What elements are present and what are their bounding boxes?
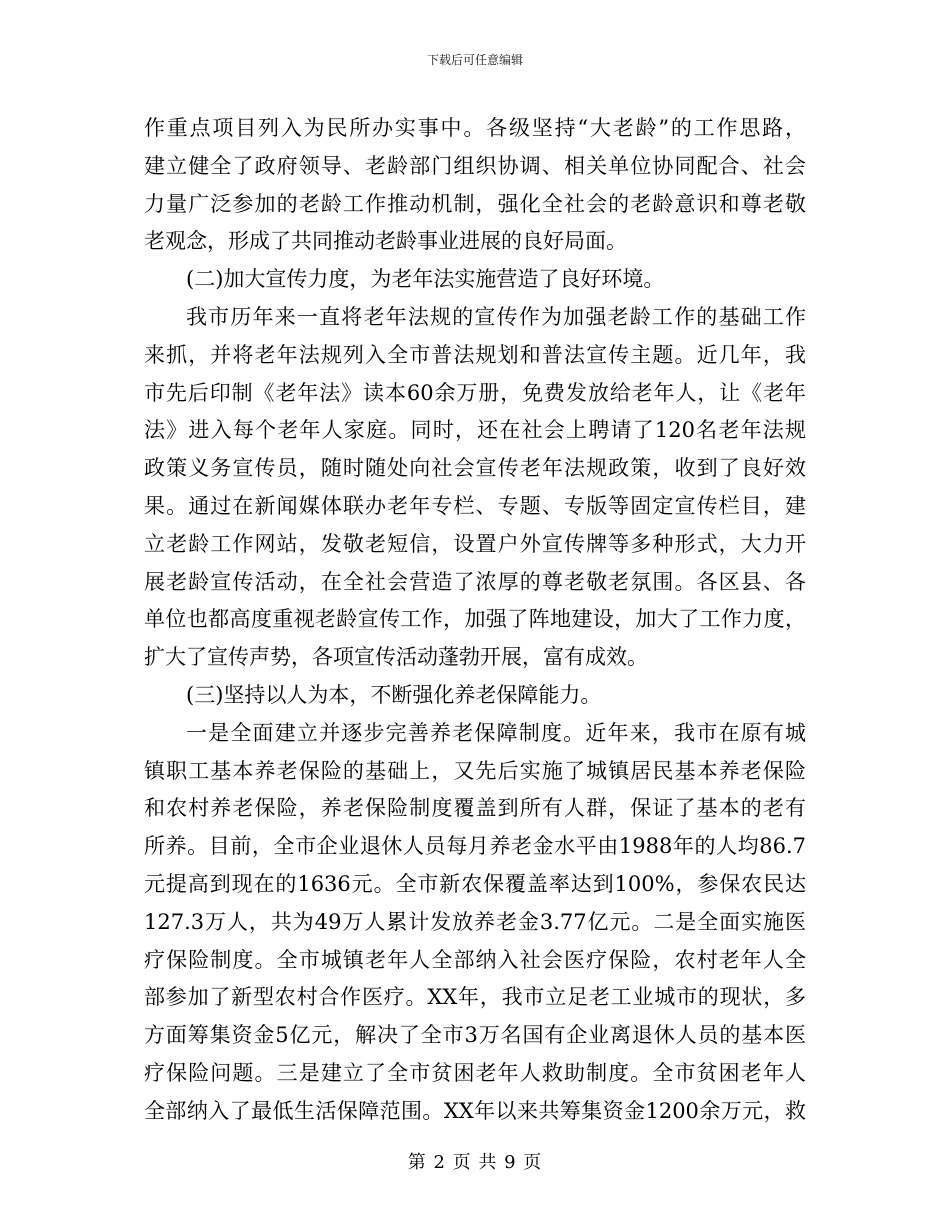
text-line: 方面筹集资金5亿元，解决了全市3万名国有企业离退休人员的基本医 [144,1023,806,1048]
body-text [144,110,806,1131]
text-line: 127.3万人，共为49万人累计发放养老金3.77亿元。二是全面实施医 [144,909,806,934]
text-line: 和农村养老保险，养老保险制度覆盖到所有人群，保证了基本的老有 [144,796,806,821]
text-line: 扩大了宣传声势，各项宣传活动蓬勃开展，富有成效。 [144,645,648,670]
text-line: 作重点项目列入为民所办实事中。各级坚持“大老龄”的工作思路， [144,116,806,140]
text-line: 疗保险制度。全市城镇老年人全部纳入社会医疗保险，农村老年人全 [144,947,806,972]
text-line: 力量广泛参加的老龄工作推动机制，强化全社会的老龄意识和尊老敬 [144,191,806,216]
text-line: 全部纳入了最低生活保障范围。XX年以来共筹集资金1200余万元，救 [144,1098,806,1123]
page-footer: 第 2 页 共 9 页 [407,1152,543,1173]
text-line: 单位也都高度重视老龄宣传工作，加强了阵地建设，加大了工作力度， [144,607,806,632]
text-line: 果。通过在新闻媒体联办老年专栏、专题、专版等固定宣传栏目，建 [144,493,806,518]
text-line: 部参加了新型农村合作医疗。XX年，我市立足老工业城市的现状，多 [144,985,806,1010]
text-line: 市先后印制《老年法》读本60余万册，免费发放给老年人，让《老年 [144,380,806,405]
text-line: 老观念，形成了共同推动老龄事业进展的良好局面。 [144,229,627,254]
text-line: 展老龄宣传活动，在全社会营造了浓厚的尊老敬老氛围。各区县、各 [144,569,806,594]
text-line: 镇职工基本养老保险的基础上，又先后实施了城镇居民基本养老保险 [144,758,806,783]
section-heading: (二)加大宣传力度，为老年法实施营造了良好环境。 [186,267,665,292]
text-line: 立老龄工作网站，发敬老短信，设置户外宣传牌等多种形式，大力开 [144,531,806,556]
text-line: 所养。目前，全市企业退休人员每月养老金水平由1988年的人均86.7 [144,834,806,859]
text-line: 疗保险问题。三是建立了全市贫困老年人救助制度。全市贫困老年人 [144,1060,806,1085]
text-line: 我市历年来一直将老年法规的宣传作为加强老龄工作的基础工作 [186,304,806,329]
page-header: 下载后可任意编辑 [426,53,523,67]
text-line: 政策义务宣传员，随时随处向社会宣传老年法规政策，收到了良好效 [144,456,806,481]
section-heading: (三)坚持以人为本，不断强化养老保障能力。 [186,682,602,707]
text-line: 元提高到现在的1636元。全市新农保覆盖率达到100%，参保农民达 [144,871,806,896]
text-line: 一是全面建立并逐步完善养老保障制度。近年来，我市在原有城 [186,720,806,745]
text-line: 法》进入每个老年人家庭。同时，还在社会上聘请了120名老年法规 [144,418,806,443]
text-line: 建立健全了政府领导、老龄部门组织协调、相关单位协同配合、社会 [144,153,806,178]
text-line: 来抓，并将老年法规列入全市普法规划和普法宣传主题。近几年，我 [144,342,806,367]
